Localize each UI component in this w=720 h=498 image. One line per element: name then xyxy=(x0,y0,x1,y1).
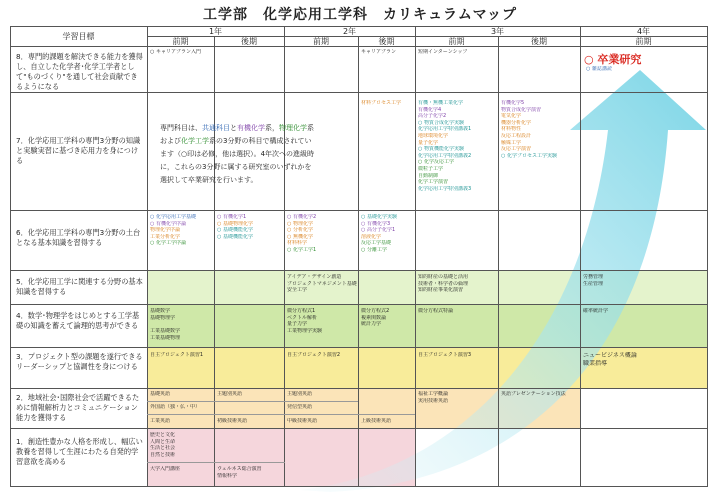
course-item: 自然と技術 xyxy=(150,451,176,458)
course-list-row3-y4a xyxy=(583,352,637,368)
course-item: 量子力学 xyxy=(287,321,308,328)
course-item: 有機・無機工業化学 xyxy=(418,100,464,106)
course-item: 複素関数論 xyxy=(361,314,387,321)
course-topic-english: 主題別英語 xyxy=(287,391,313,397)
course-item: 生活と社会 xyxy=(150,445,176,452)
course-tech-english-3: 上級技術英語 xyxy=(361,418,392,424)
course-item: 工業物理学実験 xyxy=(287,327,323,334)
course-item: ○ 分離工学 xyxy=(361,246,387,253)
goal-3: 3．プロジェクト型の課題を遂行できるリーダーシップと協調性を身につける xyxy=(16,352,143,371)
course-item: 化学応用工学特別講義2 xyxy=(418,152,472,159)
semester-header: 前期 xyxy=(448,37,465,46)
course-list-row1-y1b2 xyxy=(217,466,262,479)
course-item: 化学応用工学特別講義3 xyxy=(418,185,472,192)
course-industrial-english: 工業英語 xyxy=(150,418,171,424)
course-list-y1a xyxy=(150,214,196,247)
course-item: ○ 物質合成化学実験 xyxy=(418,119,464,126)
course-item: 地球環境化学 xyxy=(418,132,449,139)
course-item: 量子化学 xyxy=(418,139,439,146)
course-list-row1-y1a xyxy=(150,432,175,458)
course-item: 安全工学 xyxy=(287,287,308,294)
course-item: ○ 基礎物理化学 xyxy=(217,220,253,227)
course-item: 材料物性 xyxy=(501,126,522,133)
course-item: 基礎物理学 xyxy=(150,314,176,321)
course-item: 知的財産の基礎と活用 xyxy=(418,274,469,280)
course-item: ○ 有機化学1 xyxy=(217,214,247,220)
course-project-2: 自主プロジェクト演習2 xyxy=(287,352,341,358)
goal-8: 8．専門的課題を解決できる能力を獲得し、自立した化学者･化学工学者として"ものづくり"を通して社会貢献できるようになる xyxy=(16,52,143,91)
course-item: 工業基礎数学 xyxy=(150,328,181,335)
course-item: 化学工学演習 xyxy=(418,179,449,186)
course-list-row2-y3a xyxy=(418,391,448,404)
semester-header: 後期 xyxy=(531,37,547,46)
course-item: 物質合成化学演習 xyxy=(501,106,542,113)
course-item: ○ 化学反応工学 xyxy=(418,159,454,166)
course-item: ウェルネス総合演習 xyxy=(217,466,262,472)
course-list-y3a xyxy=(418,100,471,192)
course-item: 技術者・科学者の倫理 xyxy=(418,280,469,287)
course-item: 工業分析化学 xyxy=(150,233,181,240)
course-basic-english: 基礎英語 xyxy=(150,391,171,397)
course-item: ○ 分析化学 xyxy=(287,227,313,234)
page-title: 工学部 化学応用工学科 カリキュラムマップ xyxy=(202,7,518,23)
goal-1: 1．創造性豊かな人格を形成し、幅広い教養を習得して生涯にわたる自発的学習意欲を高める xyxy=(16,437,143,466)
course-item: 溶液化学 xyxy=(361,233,382,240)
course-item: 反応工学演習 xyxy=(501,146,532,153)
course-item: 微粒子工学 xyxy=(418,165,444,172)
course-item: ベクトル解析 xyxy=(287,314,318,321)
semester-header: 前期 xyxy=(313,37,329,46)
course-item: ○ 化学応用工学基礎 xyxy=(150,214,196,220)
course-foreign-language: 外国語（独・仏・中） xyxy=(150,404,201,410)
goal-7: 7．化学応用工学科の専門3分野の知識と実験実習に基づき応用力を身につける xyxy=(16,136,141,165)
course-item: 微分方程式2 xyxy=(361,308,390,314)
course-list-row4-y1a xyxy=(150,308,180,341)
course-graduation-research: ○ 卒業研究 xyxy=(584,53,642,66)
goal-6: 6．化学応用工学科の専門3分野の土台となる基本知識を習得する xyxy=(16,228,141,247)
course-item: 材料科学 xyxy=(287,240,308,247)
course-item: プロジェクトマネジメント基礎 xyxy=(287,280,357,287)
course-item: 微分方程式1 xyxy=(287,308,316,314)
course-item: ○ 基礎機能化学 xyxy=(217,227,253,234)
course-probability: 確率統計学 xyxy=(583,308,609,314)
course-item: 物理化学序論 xyxy=(150,227,181,234)
curriculum-description: 専門科目は、共通科目と有機化学系，物理化学系 および化学工学系の3分野の科目で構成されてい ます（○印は必修，他は選択）。4年次への進級時 に，これらの3分野に属する研究室のいずれかを 選択して卒業研究を行います。 xyxy=(160,124,315,184)
course-list-y1b xyxy=(217,214,253,240)
course-item: 実用技術英語 xyxy=(418,397,449,404)
course-english-presentation: 英語プレゼンテーション技法 xyxy=(501,391,566,397)
course-journal-reading: ○ 雑誌講読 xyxy=(586,66,612,72)
semester-header: 前期 xyxy=(172,37,189,46)
course-item: 労務管理 xyxy=(583,274,604,280)
course-item: 反応工程設計 xyxy=(501,132,532,139)
semester-header: 後期 xyxy=(241,37,257,46)
course-tech-english-1: 初級技術英語 xyxy=(217,418,248,424)
course-project-3: 自主プロジェクト演習3 xyxy=(418,352,472,358)
year-1-header: 1年 xyxy=(208,27,223,36)
course-university-intro: 大学入門講座 xyxy=(150,466,181,472)
course-list-y3b xyxy=(501,100,557,159)
course-item: 高分子化学2 xyxy=(418,113,447,120)
year-3-header: 3年 xyxy=(490,27,505,36)
goal-5: 5．化学応用工学に関連する分野の基本知識を習得する xyxy=(16,277,143,296)
goals-header: 学習目標 xyxy=(62,32,95,41)
semester-header: 後期 xyxy=(378,37,395,46)
course-list-row4-y2b xyxy=(361,308,389,328)
course-item: 機器分析化学 xyxy=(501,119,532,126)
course-item: 有機化学5 xyxy=(501,100,525,106)
course-item: 福祉工学概論 xyxy=(418,391,449,397)
course-item: アイデア・デザイン創造 xyxy=(287,274,342,280)
course-project-1: 自主プロジェクト演習1 xyxy=(150,352,204,358)
course-item: ○ 化学プロセス工学実験 xyxy=(501,152,557,159)
course-item: ○ 基礎機能化学 xyxy=(217,233,253,240)
course-item: 統計力学 xyxy=(361,321,382,328)
course-item: 知的財産事業化演習 xyxy=(418,287,464,294)
course-item: 基礎数学 xyxy=(150,308,171,314)
course-output-english: 発信型英語 xyxy=(287,404,313,410)
course-item: ○ 化学工学1 xyxy=(287,246,317,253)
course-item: 生産管理 xyxy=(583,280,604,287)
course-item: 電気化学 xyxy=(501,113,522,120)
course-item: 自動制御 xyxy=(418,172,439,179)
course-item: 歴史と文化 xyxy=(150,432,176,438)
course-list-row5-y2a xyxy=(287,274,357,294)
course-item: ○ 物質機能化学実験 xyxy=(418,146,464,153)
course-item: ニュービジネス概論 xyxy=(583,352,637,359)
course-career-plan: キャリアプラン xyxy=(361,49,397,55)
course-item: ○ 有機化学3 xyxy=(361,220,391,227)
course-item: 工業基礎物理 xyxy=(150,334,181,341)
course-item: 情報科学 xyxy=(217,472,238,479)
course-item: ○ 無機化学 xyxy=(287,233,313,240)
course-item: 有機化学4 xyxy=(418,106,442,113)
course-diff-eq-special: 微分方程式特論 xyxy=(418,308,454,314)
course-list-row4-y2a xyxy=(287,308,322,334)
semester-header: 前期 xyxy=(635,37,652,46)
year-2-header: 2年 xyxy=(342,27,357,36)
course-list-y2a xyxy=(287,214,316,254)
course-item: ○ 基礎化学実験 xyxy=(361,214,397,220)
year-4-header: 4年 xyxy=(636,27,651,36)
course-item: ○ 有機化学2 xyxy=(287,214,317,220)
course-career-plan-intro: ○ キャリアプラン入門 xyxy=(150,49,201,55)
course-item: ○ 化学工学序論 xyxy=(150,240,186,247)
course-list-y2b xyxy=(361,214,397,254)
course-item: 化学応用工学特別講義1 xyxy=(418,126,472,133)
course-item: 触媒工学 xyxy=(501,139,522,146)
course-topic-english: 主題別英語 xyxy=(217,391,243,397)
goal-2: 2．地域社会･国際社会で活躍できるために情報解析力とコミュニケーション能力を獲得する xyxy=(16,393,140,422)
course-item: ○ 物理化学 xyxy=(287,220,313,227)
course-item: ○ 有機化学序論 xyxy=(150,220,186,227)
course-item: 人間と生命 xyxy=(150,438,176,445)
course-item: 反応工学基礎 xyxy=(361,240,392,247)
course-item: ○ 高分子化学1 xyxy=(361,227,396,234)
goal-4: 4．数学･物理学をはじめとする工学基礎の知識を蓄えて論理的思考ができる xyxy=(16,311,140,330)
course-list-row5-y3a xyxy=(418,274,468,294)
course-tech-english-2: 中級技術英語 xyxy=(287,418,318,424)
course-list-row5-y4a xyxy=(583,274,603,287)
course-item: 職業指導 xyxy=(583,360,608,367)
course-material-process: 材料プロセス工学 xyxy=(361,100,402,106)
course-internship: 短期インターンシップ xyxy=(418,49,468,55)
